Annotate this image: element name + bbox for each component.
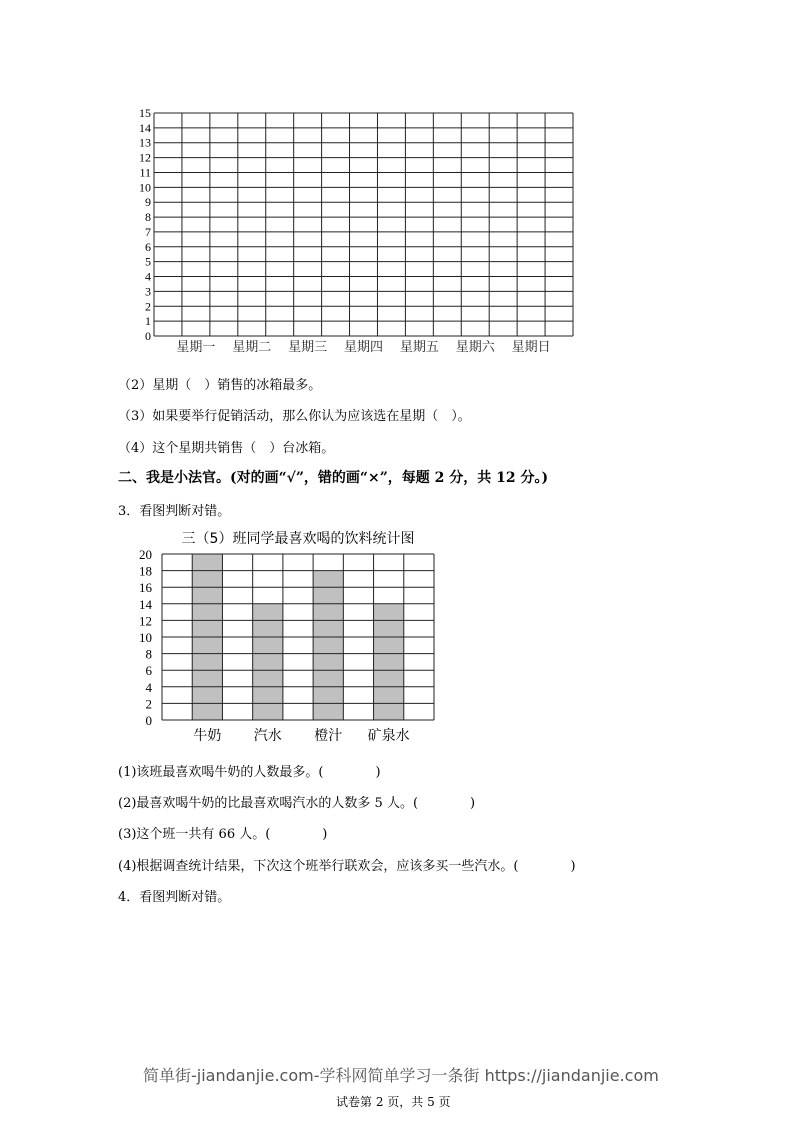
x-tick-label: 星期五 [399, 340, 439, 355]
question-4-heading: 4．看图判断对错。 [118, 890, 231, 905]
x-tick-label: 星期一 [176, 340, 216, 355]
y-tick-label: 18 [139, 563, 152, 579]
y-tick-label: 0 [145, 713, 152, 728]
y-tick-label: 9 [145, 195, 151, 210]
y-tick-label: 1 [145, 314, 151, 329]
section-2-heading: 二、我是小法官。(对的画“√”，错的画“×”，每题 2 分，共 12 分。) [118, 470, 549, 486]
judgment-4: (4)根据调查统计结果，下次这个班举行联欢会，应该多买一些汽水。( ) [118, 859, 576, 874]
bar [253, 604, 283, 720]
y-tick-label: 4 [145, 269, 151, 284]
y-tick-label: 10 [139, 630, 152, 645]
bar [374, 604, 404, 720]
y-tick-label: 8 [145, 646, 152, 662]
y-tick-label: 8 [145, 210, 151, 225]
x-tick-label: 牛奶 [193, 728, 222, 744]
x-tick-label: 星期二 [232, 340, 272, 355]
y-tick-label: 5 [145, 254, 151, 269]
y-tick-label: 4 [145, 679, 152, 695]
y-tick-label: 2 [145, 299, 151, 314]
judgment-2: (2)最喜欢喝牛奶的比最喜欢喝汽水的人数多 5 人。( ) [118, 796, 476, 811]
y-tick-label: 12 [139, 150, 151, 165]
x-tick-label: 星期日 [511, 340, 551, 355]
y-tick-label: 20 [139, 547, 152, 562]
x-tick-label: 汽水 [253, 728, 282, 744]
bar [313, 571, 343, 720]
y-tick-label: 0 [145, 329, 151, 343]
y-tick-label: 13 [139, 135, 151, 150]
y-tick-label: 3 [145, 284, 151, 299]
y-tick-label: 15 [139, 106, 151, 120]
x-tick-label: 橙汁 [314, 728, 343, 744]
y-tick-label: 14 [139, 596, 152, 612]
question-4: （4）这个星期共销售（ ）台冰箱。 [118, 441, 335, 456]
x-tick-label: 星期四 [343, 340, 384, 355]
watermark: 简单街-jiandanjie.com-学科网简单学习一条街 https://jiandanjie.com [143, 1066, 659, 1085]
question-3-heading: 3．看图判断对错。 [118, 504, 231, 519]
y-tick-label: 7 [145, 224, 151, 239]
question-2: （2）星期（ ）销售的冰箱最多。 [118, 378, 322, 393]
y-tick-label: 10 [139, 180, 151, 195]
question-3: （3）如果要举行促销活动，那么你认为应该选在星期（ ）。 [118, 409, 471, 424]
y-tick-label: 6 [145, 663, 152, 679]
y-tick-label: 16 [139, 580, 152, 596]
y-tick-label: 11 [139, 165, 151, 180]
x-tick-label: 星期三 [288, 340, 328, 355]
judgment-1: (1)该班最喜欢喝牛奶的人数最多。( ) [118, 765, 381, 780]
y-tick-label: 2 [145, 696, 152, 712]
x-tick-label: 星期六 [455, 340, 495, 355]
chart-title: 三（5）班同学最喜欢喝的饮料统计图 [181, 531, 415, 547]
x-tick-label: 矿泉水 [367, 728, 410, 744]
page-number: 试卷第 2 页，共 5 页 [336, 1095, 451, 1109]
y-tick-label: 6 [145, 239, 151, 254]
y-tick-label: 14 [139, 120, 151, 135]
judgment-3: (3)这个班一共有 66 人。( ) [118, 827, 328, 842]
y-tick-label: 12 [139, 613, 152, 629]
